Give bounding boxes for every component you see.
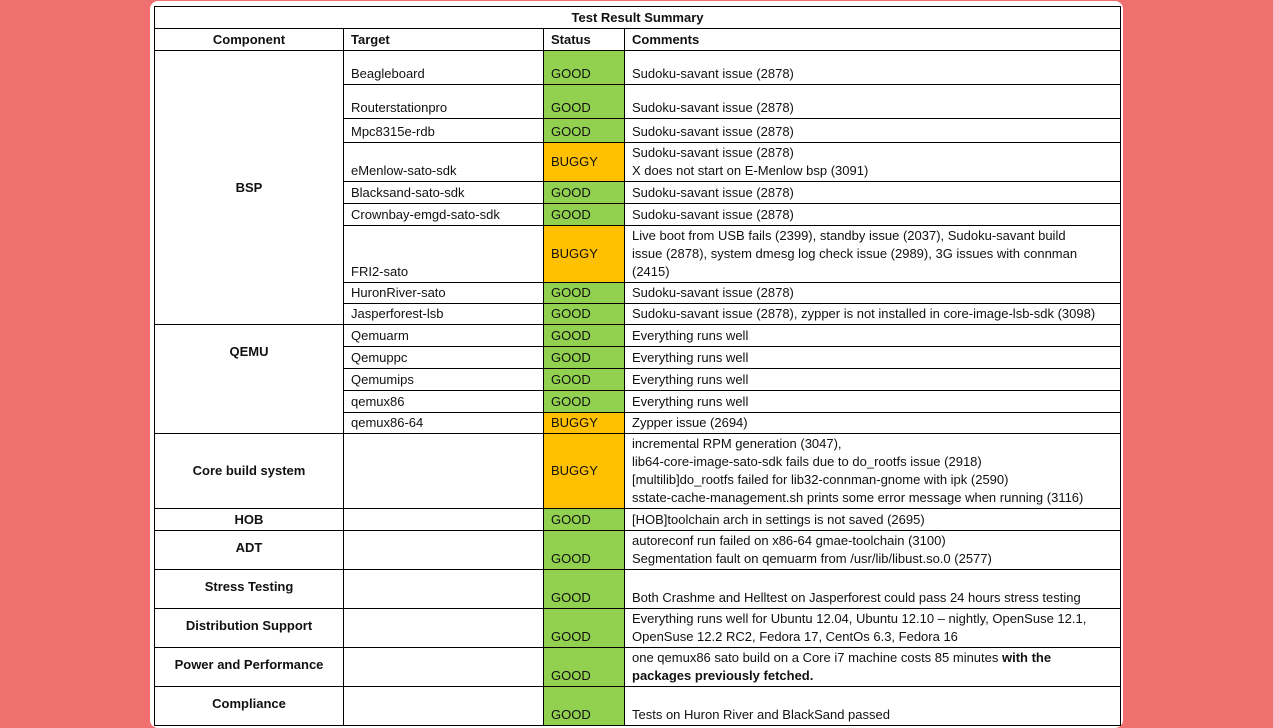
component-hob: HOB [155,509,344,531]
comment-cell: Zypper issue (2694) [625,413,1121,434]
comment-line: issue (2878), system dmesg log check issue (2989), 3G issues with connman [632,246,1078,261]
target-cell: Blacksand-sato-sdk [344,182,544,204]
status-cell: GOOD [544,347,625,369]
target-cell: qemux86 [344,391,544,413]
comment-cell [625,531,1121,570]
comment-cell: Sudoku-savant issue (2878) [625,51,1121,85]
status-cell: BUGGY [544,413,625,434]
header-comments: Comments [625,29,1121,51]
comment-line: Everything runs well for Ubuntu 12.04, Ubuntu 12.10 – nightly, OpenSuse 12.1, [632,611,1087,626]
test-result-table [154,6,1121,726]
comment-line: X does not start on E-Menlow bsp (3091) [632,163,869,178]
target-cell [344,570,544,609]
component-power-performance: Power and Performance [155,648,344,687]
component-distribution-support: Distribution Support [155,609,344,648]
component-stress-testing: Stress Testing [155,570,344,609]
component-qemu: QEMU [155,325,344,434]
comment-cell [625,434,1121,509]
comment-line: Segmentation fault on qemuarm from /usr/lib/libust.so.0 (2577) [632,551,992,566]
status-cell: GOOD [544,509,625,531]
comment-cell: Tests on Huron River and BlackSand passed [625,687,1121,726]
component-core-build: Core build system [155,434,344,509]
component-compliance: Compliance [155,687,344,726]
comment-line: incremental RPM generation (3047), [632,436,842,451]
status-cell: GOOD [544,369,625,391]
target-cell [344,648,544,687]
comment-cell [625,609,1121,648]
table-title: Test Result Summary [155,7,1121,29]
comment-cell: Sudoku-savant issue (2878) [625,283,1121,304]
comment-line: sstate-cache-management.sh prints some error message when running (3116) [632,490,1084,505]
status-cell: GOOD [544,204,625,226]
table-row [155,687,1121,726]
target-cell: Qemumips [344,369,544,391]
table-row [155,434,1121,509]
comment-line: lib64-core-image-sato-sdk fails due to do_rootfs issue (2918) [632,454,982,469]
header-status: Status [544,29,625,51]
status-cell: GOOD [544,391,625,413]
target-cell: Qemuarm [344,325,544,347]
status-cell: BUGGY [544,434,625,509]
status-cell: GOOD [544,283,625,304]
target-cell: Qemuppc [344,347,544,369]
comment-line: Sudoku-savant issue (2878) [632,145,794,160]
header-component: Component [155,29,344,51]
comment-cell: Sudoku-savant issue (2878) [625,119,1121,143]
comment-line: OpenSuse 12.2 RC2, Fedora 17, CentOs 6.3, Fedora 16 [632,629,958,644]
comment-cell: Both Crashme and Helltest on Jasperforest could pass 24 hours stress testing [625,570,1121,609]
target-cell [344,687,544,726]
comment-cell: Sudoku-savant issue (2878) [625,182,1121,204]
comment-bold-text: packages previously fetched. [632,668,814,683]
comment-line: Live boot from USB fails (2399), standby issue (2037), Sudoku-savant build [632,228,1066,243]
target-cell [344,434,544,509]
target-cell: Beagleboard [344,51,544,85]
comment-line [632,667,1113,685]
comment-bold-text: with the [1002,650,1052,665]
comment-line: [multilib]do_rootfs failed for lib32-connman-gnome with ipk (2590) [632,472,1009,487]
target-cell [344,531,544,570]
header-row [155,29,1121,51]
status-cell: GOOD [544,182,625,204]
component-adt: ADT [155,531,344,570]
comment-cell: Everything runs well [625,369,1121,391]
comment-cell [625,648,1121,687]
comment-cell: Sudoku-savant issue (2878), zypper is not installed in core-image-lsb-sdk (3098) [625,304,1121,325]
status-cell: BUGGY [544,143,625,182]
target-cell: Mpc8315e-rdb [344,119,544,143]
status-cell: GOOD [544,304,625,325]
target-cell: Jasperforest-lsb [344,304,544,325]
comment-cell: Sudoku-savant issue (2878) [625,85,1121,119]
comment-cell: Everything runs well [625,391,1121,413]
status-cell: GOOD [544,648,625,687]
comment-cell: Everything runs well [625,325,1121,347]
comment-line: (2415) [632,264,670,279]
comment-text: one qemux86 sato build on a Core i7 machine costs 85 minutes [632,650,1002,665]
target-cell: eMenlow-sato-sdk [344,143,544,182]
status-cell: GOOD [544,531,625,570]
status-cell: BUGGY [544,226,625,283]
component-bsp: BSP [155,51,344,325]
status-cell: GOOD [544,570,625,609]
comment-cell: [HOB]toolchain arch in settings is not saved (2695) [625,509,1121,531]
status-cell: GOOD [544,687,625,726]
status-cell: GOOD [544,85,625,119]
status-cell: GOOD [544,119,625,143]
comment-line [632,649,1113,667]
status-cell: GOOD [544,609,625,648]
target-cell: Routerstationpro [344,85,544,119]
comment-line: autoreconf run failed on x86-64 gmae-toolchain (3100) [632,533,946,548]
status-cell: GOOD [544,51,625,85]
comment-cell [625,143,1121,182]
table-row [155,325,1121,347]
table-row [155,648,1121,687]
target-cell: FRI2-sato [344,226,544,283]
table-row [155,531,1121,570]
table-row [155,51,1121,85]
target-cell: HuronRiver-sato [344,283,544,304]
target-cell: Crownbay-emgd-sato-sdk [344,204,544,226]
target-cell [344,509,544,531]
target-cell: qemux86-64 [344,413,544,434]
status-cell: GOOD [544,325,625,347]
comment-cell: Sudoku-savant issue (2878) [625,204,1121,226]
target-cell [344,609,544,648]
table-row [155,570,1121,609]
comment-cell: Everything runs well [625,347,1121,369]
table-row [155,609,1121,648]
header-target: Target [344,29,544,51]
comment-cell [625,226,1121,283]
table-row [155,509,1121,531]
